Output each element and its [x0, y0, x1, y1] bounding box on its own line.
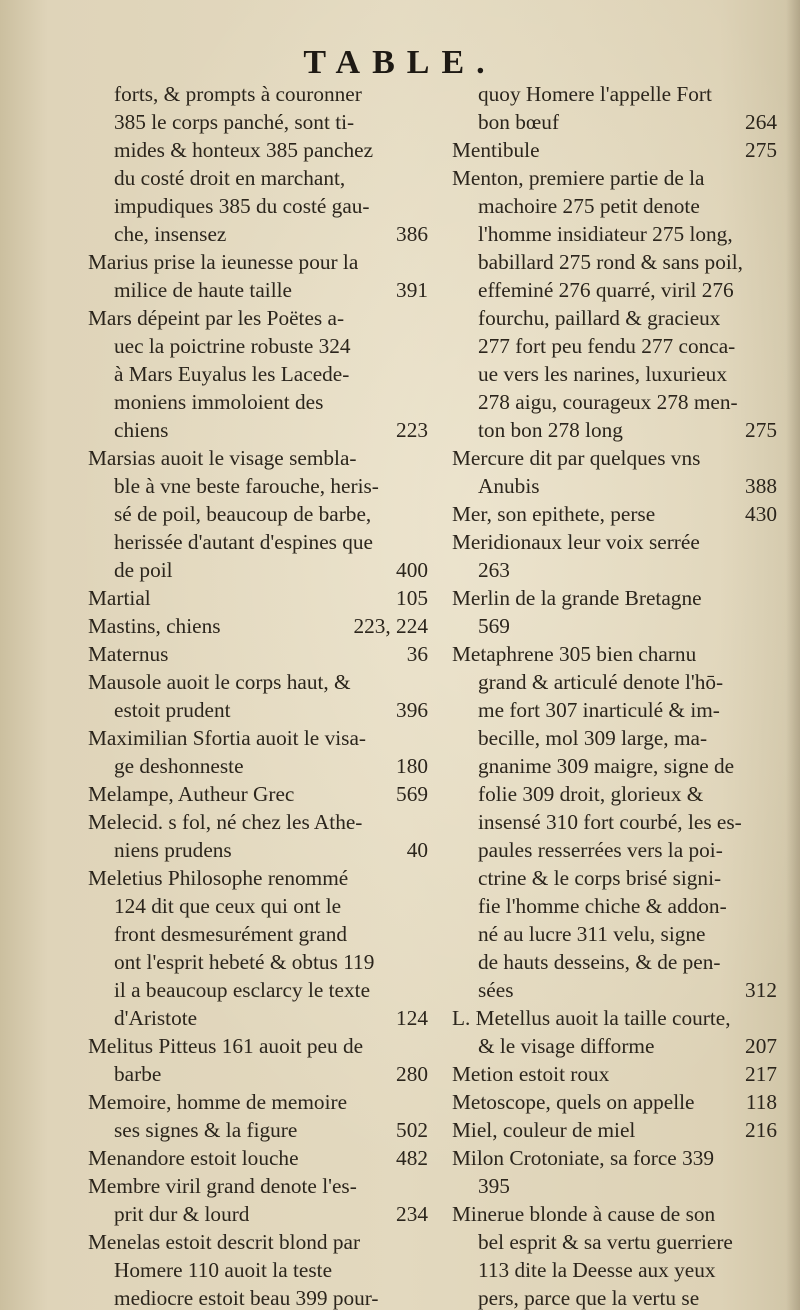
- entry-text: Milon Crotoniate, sa force 339: [452, 1146, 715, 1170]
- entry-page-number: 569: [396, 782, 428, 806]
- entry-text: front desmesurément grand: [114, 922, 348, 946]
- index-entry-line: [452, 780, 777, 808]
- entry-text: Merlin de la grande Bretagne: [452, 586, 702, 610]
- entry-page-number: 280: [396, 1062, 428, 1086]
- index-entry-line: [88, 584, 428, 612]
- entry-text: Mausole auoit le corps haut, &: [88, 670, 351, 694]
- entry-page-number: 386: [396, 222, 428, 246]
- index-entry-line: [452, 612, 777, 640]
- entry-text: L. Metellus auoit la taille courte,: [452, 1006, 731, 1030]
- entry-text: moniens immoloient des: [114, 390, 324, 414]
- entry-page-number: 207: [745, 1034, 777, 1058]
- index-entry-line: [88, 1004, 428, 1032]
- entry-text: milice de haute taille: [114, 278, 292, 302]
- index-entry-line: [88, 612, 428, 640]
- entry-text: Mars dépeint par les Poëtes a-: [88, 306, 345, 330]
- index-entry-line: [88, 864, 428, 892]
- entry-text: bel esprit & sa vertu guerriere: [478, 1230, 733, 1254]
- index-entry-line: [452, 1004, 777, 1032]
- entry-text: becille, mol 309 large, ma-: [478, 726, 708, 750]
- index-entry-line: [88, 724, 428, 752]
- index-entry-line: [452, 948, 777, 976]
- entry-text: machoire 275 petit denote: [478, 194, 700, 218]
- entry-text: herissée d'autant d'espines que: [114, 530, 374, 554]
- entry-page-number: 223: [396, 418, 428, 442]
- entry-text: Minerue blonde à cause de son: [452, 1202, 716, 1226]
- index-entry-line: [452, 500, 777, 528]
- entry-text: fourchu, paillard & gracieux: [478, 306, 721, 330]
- entry-text: che, insensez: [114, 222, 227, 246]
- entry-text: à Mars Euyalus les Lacede-: [114, 362, 350, 386]
- index-entry-line: [88, 1256, 428, 1284]
- index-entry-line: [88, 1032, 428, 1060]
- entry-text: Metion estoit roux: [452, 1062, 610, 1086]
- index-entry-line: [88, 444, 428, 472]
- index-entry-line: [452, 808, 777, 836]
- index-entry-line: [88, 1284, 428, 1310]
- entry-text: Mercure dit par quelques vns: [452, 446, 701, 470]
- entry-text: mediocre estoit beau 399 pour-: [114, 1286, 379, 1310]
- index-entry-line: [88, 976, 428, 1004]
- entry-text: 277 fort peu fendu 277 conca-: [478, 334, 736, 358]
- entry-text: il a beaucoup esclarcy le texte: [114, 978, 371, 1002]
- index-entry-line: [452, 192, 777, 220]
- entry-text: Mer, son epithete, perse: [452, 502, 656, 526]
- entry-text: ses signes & la figure: [114, 1118, 298, 1142]
- index-entry-line: [88, 948, 428, 976]
- index-entry-line: [88, 892, 428, 920]
- entry-text: barbe: [114, 1062, 162, 1086]
- entry-text: Maximilian Sfortia auoit le visa-: [88, 726, 366, 750]
- index-entry-line: [88, 752, 428, 780]
- entry-text: 278 aigu, courageux 278 men-: [478, 390, 738, 414]
- entry-text: & le visage difforme: [478, 1034, 655, 1058]
- index-entry-line: [88, 136, 428, 164]
- index-entry-line: [452, 1144, 777, 1172]
- entry-page-number: 118: [745, 1090, 777, 1114]
- index-entry-line: [452, 892, 777, 920]
- index-entry-line: [88, 500, 428, 528]
- entry-text: d'Aristote: [114, 1006, 198, 1030]
- index-entry-line: [88, 1144, 428, 1172]
- entry-text: niens prudens: [114, 838, 232, 862]
- index-entry-line: [88, 416, 428, 444]
- index-entry-line: [88, 192, 428, 220]
- index-entry-line: [452, 1116, 777, 1144]
- entry-text: ble à vne beste farouche, heris-: [114, 474, 379, 498]
- entry-text: Menton, premiere partie de la: [452, 166, 705, 190]
- index-column-right: [452, 80, 777, 1310]
- index-entry-line: [88, 528, 428, 556]
- index-entry-line: [452, 920, 777, 948]
- entry-text: quoy Homere l'appelle Fort: [478, 82, 712, 106]
- index-entry-line: [452, 444, 777, 472]
- index-entry-line: [88, 220, 428, 248]
- entry-page-number: 223, 224: [353, 614, 428, 638]
- entry-text: Maternus: [88, 642, 169, 666]
- entry-text: 263: [478, 558, 510, 582]
- index-entry-line: [452, 416, 777, 444]
- index-entry-line: [88, 164, 428, 192]
- index-entry-line: [452, 108, 777, 136]
- index-entry-line: [452, 976, 777, 1004]
- index-entry-line: [452, 220, 777, 248]
- entry-text: Melitus Pitteus 161 auoit peu de: [88, 1034, 364, 1058]
- entry-page-number: 312: [745, 978, 777, 1002]
- entry-text: ton bon 278 long: [478, 418, 623, 442]
- index-entry-line: [452, 752, 777, 780]
- entry-text: Meridionaux leur voix serrée: [452, 530, 700, 554]
- entry-text: Menelas estoit descrit blond par: [88, 1230, 361, 1254]
- index-entry-line: [452, 304, 777, 332]
- entry-page-number: 216: [745, 1118, 777, 1142]
- index-entry-line: [452, 836, 777, 864]
- entry-text: sées: [478, 978, 514, 1002]
- entry-text: me fort 307 inarticulé & im-: [478, 698, 720, 722]
- entry-text: Martial: [88, 586, 151, 610]
- entry-page-number: 502: [396, 1118, 428, 1142]
- entry-text: Melecid. s fol, né chez les Athe-: [88, 810, 363, 834]
- index-entry-line: [88, 920, 428, 948]
- entry-page-number: 124: [396, 1006, 428, 1030]
- index-entry-line: [88, 1060, 428, 1088]
- index-entry-line: [452, 1228, 777, 1256]
- index-entry-line: [452, 864, 777, 892]
- index-entry-line: [452, 584, 777, 612]
- index-entry-line: [452, 1060, 777, 1088]
- index-entry-line: [452, 80, 777, 108]
- index-entry-line: [452, 1032, 777, 1060]
- index-entry-line: [88, 780, 428, 808]
- index-entry-line: [452, 640, 777, 668]
- entry-page-number: 180: [396, 754, 428, 778]
- index-entry-line: [88, 332, 428, 360]
- index-column-left: [88, 80, 428, 1310]
- index-entry-line: [88, 1088, 428, 1116]
- entry-text: de hauts desseins, & de pen-: [478, 950, 721, 974]
- index-entry-line: [452, 360, 777, 388]
- entry-page-number: 264: [745, 110, 777, 134]
- page-title: TABLE.: [303, 44, 497, 81]
- entry-text: Miel, couleur de miel: [452, 1118, 636, 1142]
- entry-text: Marsias auoit le visage sembla-: [88, 446, 357, 470]
- entry-text: grand & articulé denote l'hō-: [478, 670, 724, 694]
- index-entry-line: [452, 1200, 777, 1228]
- entry-text: Meletius Philosophe renommé: [88, 866, 349, 890]
- index-entry-line: [88, 1200, 428, 1228]
- entry-page-number: 275: [745, 418, 777, 442]
- index-entry-line: [88, 360, 428, 388]
- entry-text: chiens: [114, 418, 169, 442]
- page-edge-shadow: [786, 0, 800, 1310]
- entry-text: folie 309 droit, glorieux &: [478, 782, 704, 806]
- index-entry-line: [452, 528, 777, 556]
- index-entry-line: [452, 388, 777, 416]
- entry-text: forts, & prompts à couronner: [114, 82, 362, 106]
- entry-text: impudiques 385 du costé gau-: [114, 194, 370, 218]
- index-entry-line: [88, 108, 428, 136]
- index-entry-line: [452, 1256, 777, 1284]
- index-entry-line: [88, 80, 428, 108]
- entry-text: Anubis: [478, 474, 540, 498]
- index-entry-line: [88, 668, 428, 696]
- entry-text: ctrine & le corps brisé signi-: [478, 866, 722, 890]
- index-entry-line: [452, 668, 777, 696]
- entry-text: 124 dit que ceux qui ont le: [114, 894, 342, 918]
- entry-page-number: 36: [406, 642, 428, 666]
- entry-page-number: 400: [396, 558, 428, 582]
- entry-text: Menandore estoit louche: [88, 1146, 299, 1170]
- entry-text: Memoire, homme de memoire: [88, 1090, 348, 1114]
- entry-text: pers, parce que la vertu se: [478, 1286, 700, 1310]
- index-entry-line: [452, 276, 777, 304]
- entry-text: de poil: [114, 558, 173, 582]
- entry-page-number: 388: [745, 474, 777, 498]
- entry-text: 395: [478, 1174, 510, 1198]
- entry-text: né au lucre 311 velu, signe: [478, 922, 706, 946]
- index-entry-line: [88, 276, 428, 304]
- index-entry-line: [452, 472, 777, 500]
- entry-page-number: 234: [396, 1202, 428, 1226]
- index-entry-line: [452, 696, 777, 724]
- index-entry-line: [452, 1172, 777, 1200]
- entry-text: uec la poictrine robuste 324: [114, 334, 351, 358]
- index-entry-line: [88, 640, 428, 668]
- index-entry-line: [452, 164, 777, 192]
- entry-text: Membre viril grand denote l'es-: [88, 1174, 357, 1198]
- entry-text: 569: [478, 614, 510, 638]
- index-entry-line: [452, 136, 777, 164]
- index-entry-line: [88, 472, 428, 500]
- entry-text: ge deshonneste: [114, 754, 244, 778]
- index-entry-line: [88, 304, 428, 332]
- entry-text: sé de poil, beaucoup de barbe,: [114, 502, 372, 526]
- entry-text: Marius prise la ieunesse pour la: [88, 250, 359, 274]
- index-entry-line: [88, 1172, 428, 1200]
- entry-text: ue vers les narines, luxurieux: [478, 362, 727, 386]
- index-entry-line: [88, 556, 428, 584]
- index-entry-line: [88, 1116, 428, 1144]
- index-entry-line: [88, 248, 428, 276]
- entry-text: babillard 275 rond & sans poil,: [478, 250, 743, 274]
- entry-page-number: 430: [745, 502, 777, 526]
- entry-text: ont l'esprit hebeté & obtus 119: [114, 950, 375, 974]
- entry-text: paules resserrées vers la poi-: [478, 838, 723, 862]
- entry-text: prit dur & lourd: [114, 1202, 250, 1226]
- entry-text: Mastins, chiens: [88, 614, 221, 638]
- entry-text: Metaphrene 305 bien charnu: [452, 642, 697, 666]
- entry-page-number: 275: [745, 138, 777, 162]
- entry-page-number: 396: [396, 698, 428, 722]
- entry-text: bon bœuf: [478, 110, 560, 134]
- entry-text: insensé 310 fort courbé, les es-: [478, 810, 742, 834]
- index-entry-line: [88, 696, 428, 724]
- entry-text: effeminé 276 quarré, viril 276: [478, 278, 734, 302]
- entry-text: mides & honteux 385 panchez: [114, 138, 374, 162]
- entry-text: du costé droit en marchant,: [114, 166, 346, 190]
- entry-text: Homere 110 auoit la teste: [114, 1258, 333, 1282]
- entry-page-number: 105: [396, 586, 428, 610]
- index-entry-line: [452, 248, 777, 276]
- index-entry-line: [452, 724, 777, 752]
- index-entry-line: [452, 1088, 777, 1116]
- entry-page-number: 40: [406, 838, 428, 862]
- entry-page-number: 391: [396, 278, 428, 302]
- entry-page-number: 482: [396, 1146, 428, 1170]
- index-entry-line: [452, 332, 777, 360]
- entry-text: fie l'homme chiche & addon-: [478, 894, 727, 918]
- index-entry-line: [88, 808, 428, 836]
- index-entry-line: [452, 1284, 777, 1310]
- entry-text: estoit prudent: [114, 698, 231, 722]
- entry-text: Melampe, Autheur Grec: [88, 782, 295, 806]
- entry-text: Metoscope, quels on appelle: [452, 1090, 695, 1114]
- index-entry-line: [88, 836, 428, 864]
- entry-text: l'homme insidiateur 275 long,: [478, 222, 733, 246]
- entry-text: 385 le corps panché, sont ti-: [114, 110, 355, 134]
- entry-page-number: 217: [745, 1062, 777, 1086]
- index-entry-line: [88, 388, 428, 416]
- entry-text: gnanime 309 maigre, signe de: [478, 754, 735, 778]
- entry-text: Mentibule: [452, 138, 540, 162]
- index-entry-line: [452, 556, 777, 584]
- entry-text: 113 dite la Deesse aux yeux: [478, 1258, 716, 1282]
- index-entry-line: [88, 1228, 428, 1256]
